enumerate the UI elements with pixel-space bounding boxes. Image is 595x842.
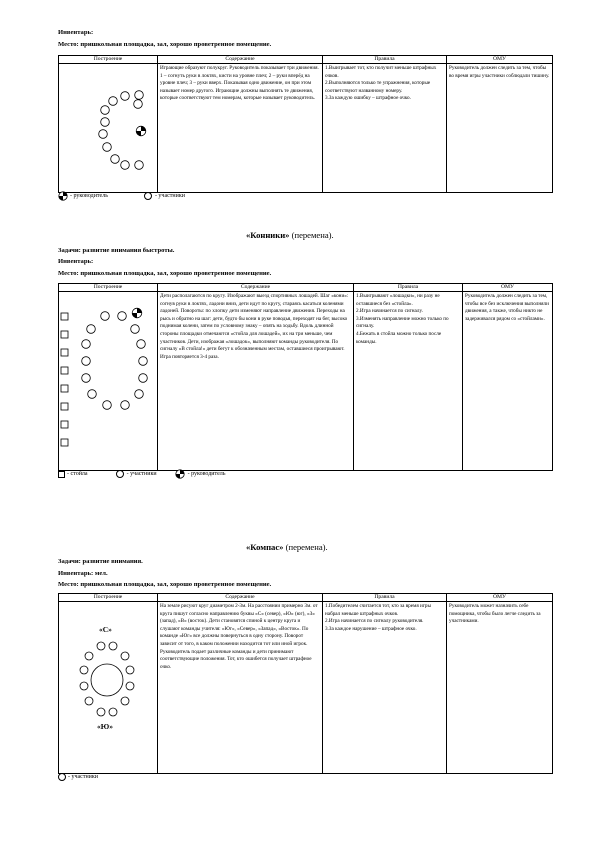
content-cell-2: Дети располагаются по кругу. Изображают выезд спортивных лошадей. Шаг «кони»: согнув руки в локтях, ладони вниз, дети идут по кругу, стараясь касаться коленями ладоней. Повороты: по хлопку дети изменяют направление движения. Переходы на рысь и обратно на шаг: дети, будто бы кони в руке поводья, переходят на бег, высоко поднимая колени, затем по условному знаку – опять на ходьбу. Вдоль длинной стороны площадки отмечаются «стойла для лошадей», их на три меньше, чем участников. Дети, изображая «лошадок», выполняют команды руководителя. По сигналу «В стойла!» дети бегут к обозначенным местам, оставшиеся проигрывают. Игра повторяется 3-4 раза.	[158, 292, 354, 471]
header-omu: ОМУ	[447, 594, 553, 602]
inventory-line-2: Инвентарь:	[58, 258, 94, 265]
place-line-2: Место: пришкольная площадка, зал, хорошо проветренное помещение.	[58, 270, 272, 277]
legend-participants-text: - участники	[154, 193, 185, 199]
game-title-2-suffix: (перемена).	[291, 230, 334, 240]
header-rules: Правила	[354, 284, 463, 292]
inventory-line-3: Инвентарь: мел.	[58, 570, 108, 577]
leader-icon	[132, 308, 142, 318]
header-rules: Правила	[323, 594, 447, 602]
label-south: «Ю»	[97, 722, 113, 731]
header-content: Содержание	[158, 56, 323, 64]
omu-cell-2: Руководитель должен следить за тем, чтобы все без исключения выполняли движения, а также, чтобы никто не задерживался рядом со «стойлами».	[463, 292, 553, 471]
header-construction: Построение	[59, 284, 158, 292]
legend-participants-text: - участники	[68, 774, 99, 780]
leader-icon	[136, 126, 146, 136]
content-cell-1: Играющие образуют полукруг. Руководитель показывает три движения. 1 – согнуть руки в локтях, кисти на уровне плеч; 2 – руки вперёд на уровне плеч; 3 – руки вверх. Показывая одно движение, он при этом называет номер другого. Играющие должны выполнять те движения, которые соответствуют тем номерам, которые называет руководитель.	[158, 64, 323, 193]
task-line-2: Задачи: развитие внимания быстроты.	[58, 247, 175, 254]
game-table-2	[58, 283, 553, 471]
game-table-1	[58, 55, 553, 193]
legend-1	[58, 191, 185, 201]
game-title-3	[246, 542, 328, 552]
compass-diagram	[59, 602, 158, 769]
header-rules: Правила	[323, 56, 447, 64]
header-omu: ОМУ	[447, 56, 553, 64]
game-title-2-name: «Конники»	[246, 230, 290, 240]
leader-legend-icon	[175, 469, 185, 479]
game-title-3-suffix: (перемена).	[285, 542, 328, 552]
game-title-3-name: «Компас»	[246, 542, 284, 552]
game-table-3	[58, 593, 553, 774]
label-north: «С»	[99, 625, 112, 634]
header-construction: Построение	[59, 594, 158, 602]
place-line-3: Место: пришкольная площадка, зал, хорошо проветренное помещение.	[58, 581, 272, 588]
header-omu: ОМУ	[463, 284, 553, 292]
header-content: Содержание	[158, 284, 354, 292]
legend-participants-text: - участники	[126, 471, 157, 477]
semicircle-diagram	[59, 64, 158, 188]
formation-cell-1	[59, 64, 158, 193]
omu-cell-1: Руководитель должен следить за тем, чтобы во время игры участники соблюдали тишину.	[447, 64, 553, 193]
omu-cell-3: Руководитель может назначить себе помощника, чтобы было легче следить за участниками.	[447, 602, 553, 774]
participant-circles	[82, 312, 148, 410]
participant-legend-icon	[58, 773, 66, 781]
participant-legend-icon	[116, 470, 124, 478]
circle-stalls-diagram	[59, 292, 158, 466]
stall-legend-icon	[58, 471, 65, 478]
header-construction: Построение	[59, 56, 158, 64]
participant-legend-icon	[144, 192, 152, 200]
legend-leader-text: - руководитель	[70, 193, 108, 199]
leader-legend-icon	[58, 191, 68, 201]
rules-cell-3: 1.Победителем считается тот, кто за время игры набрал меньше штрафных очков. 2.Игра начинается по сигналу руководителя. 3.За каждое нарушение – штрафное очко.	[323, 602, 447, 774]
legend-3	[58, 773, 98, 781]
rules-cell-1: 1.Выигрывает тот, кто получит меньше штрафных очков. 2.Выполняются только те упражнения, которые соответствуют названному номеру. 3.За каждую ошибку – штрафное очко.	[323, 64, 447, 193]
rules-cell-2: 1.Выигрывают «лошадки», ни разу не оставшиеся без «стойла». 2.Игра начинается по сигналу. 3.Изменять направление можно только по сигналу. 4.Бежать в стойла можно только после команды.	[354, 292, 463, 471]
game-title-2	[246, 230, 334, 240]
formation-cell-3	[59, 602, 158, 774]
inventory-line-1: Инвентарь:	[58, 29, 94, 36]
task-line-3: Задачи: развитие внимания.	[58, 558, 143, 565]
place-line-1: Место: пришкольная площадка, зал, хорошо проветренное помещение.	[58, 41, 272, 48]
header-content: Содержание	[158, 594, 323, 602]
legend-2	[58, 469, 226, 479]
legend-stall-text: - стойла	[67, 471, 88, 477]
content-cell-3: На земле рисуют круг диаметром 2-3м. На расстоянии примерно 3м. от круга пишут согласно направлению буквы «С» (север), «Ю» (юг), «З» (запад), «В» (восток). Дети становятся спиной к центру круга и слушают команды учителя: «Юг», «Север», «Запад», «Восток». По команде «Юг» все должны повернуться в одну сторону. Поворот зависит от того, в каком положении находится тот или иной игрок. Руководитель подает различные команды и дети принимают соответствующие положения. Тот, кто ошибется получает штрафное очко.	[158, 602, 323, 774]
stall-squares	[61, 313, 68, 446]
legend-leader-text: - руководитель	[187, 471, 226, 477]
inner-circle	[91, 664, 123, 696]
formation-cell-2	[59, 292, 158, 471]
